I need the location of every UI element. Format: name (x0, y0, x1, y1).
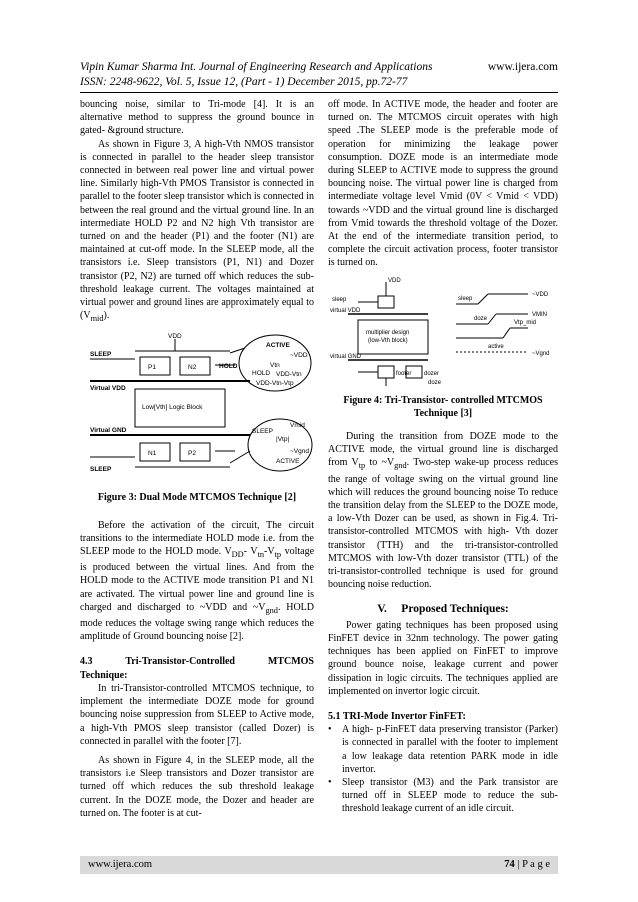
fig4-t-vmin: VMIN (532, 311, 547, 318)
figure-3-caption: Figure 3: Dual Mode MTCMOS Technique [2] (97, 492, 297, 504)
fig3-sleep2: SLEEP (252, 428, 273, 436)
right-column (328, 98, 558, 816)
fig4-vgnd: virtual GND (330, 353, 362, 360)
journal-line: Vipin Kumar Sharma Int. Journal of Engineering Research and Applications (80, 61, 433, 73)
fig4-t-vdd: ~VDD (532, 291, 549, 298)
section-4-3-heading-cont: Technique: (80, 669, 128, 681)
fig4-block1: multiplier design (366, 329, 410, 336)
fig3-n1-label: N1 (148, 450, 157, 458)
fig4-t-vgnd: ~Vgnd (532, 350, 550, 357)
fig3-hold2: HOLD (252, 370, 271, 378)
fig3-hold-label: HOLD (219, 363, 238, 371)
fig3-vdd-label: VDD (168, 333, 182, 341)
running-header (80, 60, 558, 90)
fig3-logic-label: Low[Vth] Logic Block (142, 404, 203, 412)
fig4-sleep: sleep (332, 296, 347, 303)
left-para-4: In tri-Transistor-controlled MTCMOS technique, to implement the intermediate DOZE mode for ground bouncing noise suppression from SLEEP to Active mode, a high-Vth PMOS sleep transistor (called Dozer) is connected in parallel with the footer [7]. (80, 682, 314, 747)
section-5-1-heading: 5.1 TRI-Mode Invertor FinFET: (328, 710, 466, 722)
fig4-dozer: dozer (424, 370, 440, 377)
issn-line: ISSN: 2248-9622, Vol. 5, Issue 12, (Part - 1) December 2015, pp.72-77 (80, 76, 408, 88)
fig3-gnd: ~Vgnd (290, 448, 309, 456)
fig4-t-sleep: sleep (458, 295, 473, 302)
section-v-heading: V. Proposed Techniques: (377, 603, 509, 616)
fig3-vvdd-label: Virtual VDD (90, 385, 126, 393)
fig3-active2: ACTIVE (276, 458, 300, 466)
left-column (80, 98, 314, 820)
fig3-vmid: Vmid (290, 422, 305, 430)
page-number: 74 | P a g e (504, 859, 550, 870)
fig3-vtp: |Vtp| (276, 436, 290, 444)
left-para-5: As shown in Figure 4, in the SLEEP mode, all the transistors i.e Sleep transistors and Dozer transistor are turned off which reduces the sub threshold leakage current. In the DOZE mode, the Dozer and header are turned on. The footer is at cut- (80, 754, 314, 819)
fig4-block2: (low-Vth block) (368, 337, 408, 344)
bullet-2: • Sleep transistor (M3) and the Park transistor are turned off in SLEEP mode to reduce the sub-threshold leakage current of an idle circuit. (328, 776, 558, 815)
page-footer (80, 856, 558, 874)
left-para-3: Before the activation of the circuit, The circuit transitions to the intermediate HOLD mode i.e. from the SLEEP mode to the HOLD mode. $V_{DD}-$ $V_{tn}-V_{tp}$ voltage is produced between the virtual lines. And from the HOLD mode to the ACTIVE mode transition P1 and N1 are activated. The virtual power line and ground line is charged and discharged to ~VDD and $\sim V_{gnd}$. HOLD mode reduces the voltage swing range which reduces the amplitude of Ground bouncing noise [2]. (80, 519, 315, 643)
fig3-active-label: ACTIVE (266, 342, 290, 350)
right-para-2: During the transition from DOZE mode to the ACTIVE mode, the virtual ground line is discharged from $V_{tp}$ to $\sim V_{gnd}$. Two-step wake-up process reduces the range of voltage swing on the virtual ground line which will reduces the ground bouncing noise To reduce the transition delay from the SLEEP to the DOZE mode, a low-Vth Dozer can be used, as shown in Fig.4. Tri-transistor-controlled MTCMOS with high- Vth dozer transistor (TTH) and the tri-transistor-controlled MTCMOS with low-Vth dozer transistor (TTL) of the tri-transistor-controlled technique is used for ground bouncing noise reduction. (328, 431, 558, 591)
left-para-2: As shown in Figure 3, A high-Vth NMOS transistor is connected in parallel to the header sleep transistor connected in between real power line and virtual power line. Similarly high-Vth PMOS Transistor is connected in parallel to the footer sleep transistor which is connected in between the real ground and the virtual ground line. In an intermediate HOLD P2 and N2 high Vth transistor are turned on and the header (P1) and the footer (N1) are maintained at cut-off mode. In the SLEEP mode, all the transistors i.e. Sleep transistors (P1, N1) and Dozer transistor (P2, N2) are turned off which reduces the sub-threshold leakage current. The voltages maintained at virtual power and ground lines are approximately equal to $(V_{mid})$. (80, 138, 314, 324)
fig3-p2-label: P2 (188, 450, 196, 458)
fig4-footer: footer (396, 370, 412, 377)
figure-4-caption: Figure 4: Tri-Transistor- controlled MTCMOS Technique [3] (343, 394, 543, 419)
fig4-t-doze: doze (474, 315, 488, 322)
right-para-1: off mode. In ACTIVE mode, the header and footer are turned on. The MTCMOS circuit operates with high speed .The SLEEP mode is the preferable mode of operation for minimizing the leakage power consumption. DOZE mode is an intermediate mode during SLEEP to ACTIVE mode to suppress the ground bouncing noise. The virtual power line is charged from intermediate voltage level Vmid (0V < Vmid < VDD) towards ~VDD and the virtual ground line is discharged from Vmid towards the threshold voltage of the Dozer. At the end of the intermediate transition period, to complete the circuit activation process, footer transistor is turned on. (328, 99, 558, 269)
fig3-p1-label: P1 (148, 364, 156, 372)
bullet-1: • A high- p-FinFET data preserving transistor (Parker) is connected in parallel with the footer to implement a low leakage data retention PARK mode in idle invertor. (328, 724, 558, 775)
footer-site: www.ijera.com (88, 859, 153, 870)
figure-4-tri-transistor (328, 276, 558, 388)
section-4-3-heading: 4.3 Tri-Transistor-Controlled MTCMOS (80, 656, 314, 668)
fig3-n2-label: N2 (188, 364, 197, 372)
fig3-vgnd-label: Virtual GND (90, 427, 127, 435)
fig3-vtn: Vtn (270, 362, 280, 370)
fig4-doze: doze (428, 379, 442, 386)
fig4-t-vmid: Vtp_mid (514, 319, 537, 326)
fig3-sleep-bottom-label: SLEEP (90, 466, 112, 474)
fig3-vdd-tilde: ~VDD (290, 352, 308, 360)
fig3-vmid-lbl: VDD-Vtn-Vtp (256, 380, 294, 388)
fig4-vdd: VDD (388, 277, 401, 284)
fig4-t-active: active (488, 343, 504, 350)
header-site: www.ijera.com (487, 61, 558, 73)
figure-3-dual-mode-mtcmos (80, 333, 314, 485)
left-para-1: bouncing noise, similar to Tri-mode [4]. It is an alternative method to suppress the ground bounce in gated- &ground structure. (80, 99, 314, 137)
fig3-vdd-vtn: VDD-Vtn (276, 371, 302, 379)
header-rule (80, 92, 558, 93)
right-para-3: Power gating techniques has been proposed using FinFET device in 32nm technology. The power gating techniques has been applied on FinFET to improve ground bounce noise, leakage current and power dissipation in logic circuits. The techniques applied are implemented on invertor logic circuit. (328, 619, 558, 697)
fig3-sleep-label: SLEEP (90, 351, 112, 359)
fig4-vvdd: virtual VDD (330, 307, 361, 314)
